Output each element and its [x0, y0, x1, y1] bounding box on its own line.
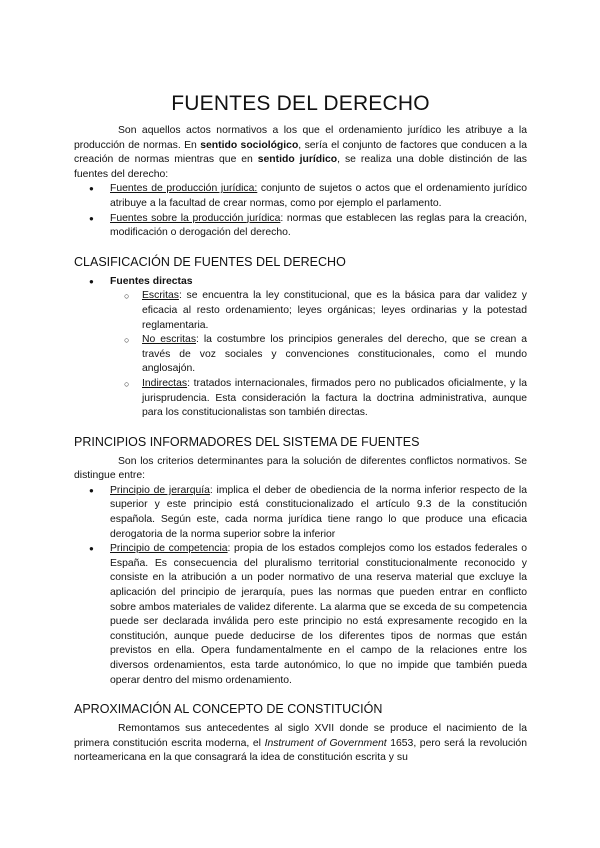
list-item-text: : normas que establecen las reglas para la creación, modificación o derogación del derecho. [110, 212, 528, 239]
constitucion-text-2: 1653, pero será la revolución norteamericana en la que consagrará la idea de constitución escrita y su [74, 737, 527, 764]
list-item-term: Fuentes sobre la producción jurídica [110, 212, 281, 224]
intro-bold-1: sentido sociológico [200, 139, 299, 151]
list-item [74, 542, 527, 688]
constitucion-paragraph [74, 722, 527, 766]
constitucion-italic: Instrument of Government [264, 737, 387, 749]
clasificacion-list [74, 275, 527, 290]
intro-paragraph [74, 124, 527, 182]
sublist-item-term: Indirectas [142, 377, 188, 389]
list-group-title: Fuentes directas [110, 275, 193, 287]
sublist-item [74, 289, 527, 333]
list-item-text: : implica el deber de obediencia de la norma inferior respecto de la superior y este principio está constitucionalizado el artículo 9.3 de la constitución española. Según este, cada norma jurídica tiene rango lo que produce una eficacia derogatoria de la norma superior sobre la inferior [110, 484, 527, 540]
list-item [74, 275, 527, 290]
list-item [74, 182, 527, 211]
list-item-term: Principio de competencia [110, 543, 228, 555]
intro-text-3: , se realiza una doble distinción de las fuentes del derecho: [74, 154, 527, 180]
list-item [74, 484, 527, 542]
sublist-item [74, 333, 527, 377]
list-item-text: conjunto de sujetos o actos que el ordenamiento jurídico atribuye a la facultad de crear normas, como por ejemplo el parlamento. [110, 183, 527, 209]
constitucion-text-1: Remontamos sus antecedentes al siglo XVII donde se produce el nacimiento de la primera constitución escrita moderna, el [74, 723, 527, 749]
sublist-item-text: : la costumbre los principios generales del derecho, que se crean a través de voz sociales y convenciones constitucionales, como el mundo anglosajón. [142, 334, 528, 375]
section-heading-clasificacion: CLASIFICACIÓN DE FUENTES DEL DERECHO [74, 254, 346, 269]
list-item-term: Principio de jerarquía [110, 484, 210, 496]
section-heading-principios: PRINCIPIOS INFORMADORES DEL SISTEMA DE FUENTES [74, 434, 420, 449]
principios-list [74, 484, 527, 688]
document-body [74, 92, 527, 766]
intro-text-1: Son aquellos actos normativos a los que el ordenamiento jurídico les atribuye a la producción de normas. En [74, 125, 527, 151]
intro-list [74, 182, 527, 240]
page-title: FUENTES DEL DERECHO [171, 92, 430, 115]
sublist-item-text: : tratados internacionales, firmados pero no publicados oficialmente, y la jurisprudencia. Esta consideración la factura la doctrina administrativa, aunque para los constitucionalistas son también directas. [142, 377, 527, 419]
sublist-item-text: : se encuentra la ley constitucional, que es la básica para dar validez y eficacia al resto ordenamiento; leyes orgánicas; leyes ordinarias y la potestad reglamentaria. [142, 290, 527, 331]
fuentes-directas-sublist [74, 289, 527, 420]
intro-text-2: , sería el conjunto de factores que conducen a la creación de normas mientras que en [74, 139, 527, 166]
principios-intro: Son los criterios determinantes para la solución de diferentes conflictos normativos. Se distingue entre: [74, 455, 527, 482]
sublist-item [74, 377, 527, 421]
section-heading-constitucion: APROXIMACIÓN AL CONCEPTO DE CONSTITUCIÓN [74, 702, 383, 717]
sublist-item-term: No escritas [142, 334, 197, 346]
sublist-item-term: Escritas [142, 290, 179, 302]
list-item [74, 212, 527, 241]
intro-bold-2: sentido jurídico [257, 154, 338, 166]
list-item-text: : propia de los estados complejos como los estados federales o España. Es consecuencia del pluralismo territorial constitucionalmente reconocido y consiste en la atribución a un poder normativo de una reserva material que excluye la aplicación del principio de jerarquía, pues las normas que pueden entrar en conflicto sobre ambos materiales de validez diferente. La alarma que se exceda de su competencia puede ser declarada inválida pero este principio no está expresamente recogido en la constitución, aunque puede deducirse de los diferentes tipos de normas que están previstos en ella. Opera fundamentalmente en el campo de la relaciones entre los diversos ordenamientos, esta tarde autonómico, lo que no impide que también pueda operar dentro del mismo ordenamiento. [110, 543, 528, 686]
list-item-term: Fuentes de producción jurídica: [110, 183, 258, 195]
